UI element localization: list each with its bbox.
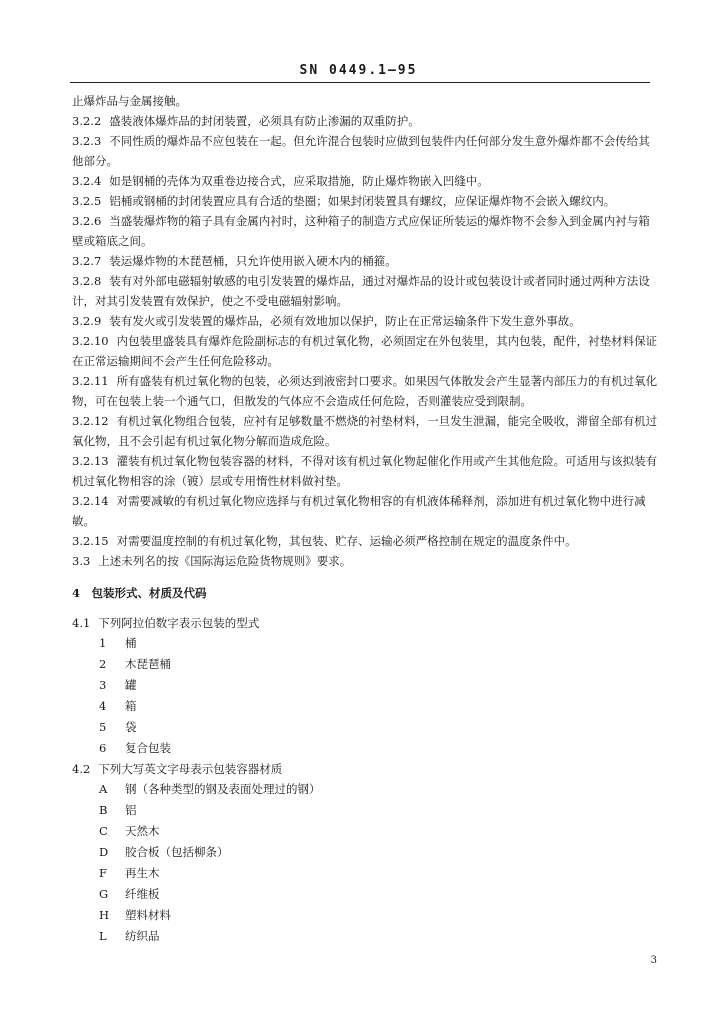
clause-paragraph xyxy=(72,111,660,131)
clause-text: 如是钢桶的壳体为双重卷边接合式，应采取措施，防止爆炸物嵌入凹缝中。 xyxy=(109,174,489,188)
item-label: 天然木 xyxy=(125,824,160,838)
item-label: 塑料材料 xyxy=(125,908,171,922)
clause-number: 3.2.5 xyxy=(72,194,102,208)
clause-text: 不同性质的爆炸品不应包装在一起。但允许混合包装时应做到包装件内任何部分发生意外爆炸都不会传给其他部分。 xyxy=(72,134,650,168)
item-code: 3 xyxy=(99,678,107,692)
list-item xyxy=(99,905,660,926)
clause-number: 3.2.6 xyxy=(72,214,102,228)
clause-text: 上述未列名的按《国际海运危险货物规则》要求。 xyxy=(98,554,352,568)
clause-number: 4.1 xyxy=(72,616,91,630)
item-code: F xyxy=(99,866,107,880)
list-item xyxy=(99,717,660,738)
clause-paragraph xyxy=(72,531,660,551)
item-code: G xyxy=(99,887,109,901)
item-code: B xyxy=(99,803,108,817)
clause-number: 3.2.4 xyxy=(72,174,102,188)
item-code: H xyxy=(99,908,110,922)
standard-number-header: SN 0449.1—95 xyxy=(299,63,418,78)
list-item xyxy=(99,779,660,800)
clause-number: 3.2.9 xyxy=(72,314,102,328)
clause-text: 有机过氧化物组合包装，应衬有足够数量不燃烧的衬垫材料，一旦发生泄漏，能完全吸收，滞留全部有机过氧化物，且不会引起有机过氧化物分解而造成危险。 xyxy=(72,414,658,448)
item-label: 纤维板 xyxy=(125,887,160,901)
clause-text: 装有发火或引发装置的爆炸品，必须有效地加以保护，防止在正常运输条件下发生意外事故。 xyxy=(109,314,581,328)
page-number: 3 xyxy=(650,955,657,966)
clause-text: 铝桶或钢桶的封闭装置应具有合适的垫圈；如果封闭装置具有螺纹，应保证爆炸物不会嵌入螺纹内。 xyxy=(109,194,616,208)
clause-paragraph xyxy=(72,171,660,191)
header-rule xyxy=(70,82,650,83)
item-label: 再生木 xyxy=(125,866,160,880)
clause-paragraph xyxy=(72,191,660,211)
clause-paragraph xyxy=(72,91,660,111)
clause-list xyxy=(72,91,660,571)
item-label: 罐 xyxy=(125,678,137,692)
item-code: 6 xyxy=(99,741,107,755)
clause-paragraph xyxy=(72,251,660,271)
clause-paragraph xyxy=(72,371,660,411)
list-item xyxy=(99,884,660,905)
clause-number: 3.2.11 xyxy=(72,374,109,388)
item-code: 1 xyxy=(99,636,107,650)
material-code-list xyxy=(72,779,660,947)
list-item xyxy=(99,654,660,675)
clause-paragraph xyxy=(72,131,660,171)
clause-paragraph xyxy=(72,411,660,451)
item-code: 4 xyxy=(99,699,107,713)
list-item xyxy=(99,863,660,884)
item-label: 箱 xyxy=(125,699,137,713)
clause-paragraph xyxy=(72,551,660,571)
clause-number: 3.2.14 xyxy=(72,494,109,508)
clause-text: 下列大写英文字母表示包装容器材质 xyxy=(98,762,283,776)
clause-text: 止爆炸品与金属接触。 xyxy=(72,94,187,108)
clause-paragraph xyxy=(72,311,660,331)
package-type-list xyxy=(72,633,660,759)
clause-text: 对需要减敏的有机过氧化物应选择与有机过氧化物相容的有机液体稀释剂，添加进有机过氧化物中进行减敏。 xyxy=(72,494,646,528)
item-code: L xyxy=(99,929,107,943)
clause-4-2 xyxy=(72,759,660,779)
item-label: 纺织品 xyxy=(125,929,160,943)
item-code: A xyxy=(99,782,108,796)
item-label: 复合包装 xyxy=(125,741,171,755)
clause-paragraph xyxy=(72,491,660,531)
clause-text: 装运爆炸物的木琵琶桶，只允许使用嵌入硬木内的桶箍。 xyxy=(109,254,397,268)
item-code: 2 xyxy=(99,657,107,671)
clause-text: 当盛装爆炸物的箱子具有金属内衬时，这种箱子的制造方式应保证所装运的爆炸物不会参入到金属内衬与箱壁或箱底之间。 xyxy=(72,214,650,248)
clause-number: 3.2.3 xyxy=(72,134,102,148)
list-item xyxy=(99,842,660,863)
clause-number: 3.3 xyxy=(72,554,91,568)
clause-text: 所有盛装有机过氧化物的包装，必须达到液密封口要求。如果因气体散发会产生显著内部压力的有机过氧化物，可在包装上装一个通气口，但散发的气体应不会造成任何危险，否则灌装应受到限制。 xyxy=(72,374,658,408)
item-label: 木琵琶桶 xyxy=(125,657,171,671)
clause-number: 3.2.7 xyxy=(72,254,102,268)
list-item xyxy=(99,738,660,759)
item-label: 钢（各种类型的钢及表面处理过的钢） xyxy=(125,782,321,796)
clause-number: 3.2.10 xyxy=(72,334,109,348)
list-item xyxy=(99,821,660,842)
clause-number: 3.2.8 xyxy=(72,274,102,288)
clause-number: 4.2 xyxy=(72,762,91,776)
clause-number: 3.2.15 xyxy=(72,534,109,548)
list-item xyxy=(99,633,660,654)
clause-text: 下列阿拉伯数字表示包装的型式 xyxy=(98,616,260,630)
clause-paragraph xyxy=(72,451,660,491)
clause-text: 内包装里盛装具有爆炸危险副标志的有机过氧化物，必须固定在外包装里，其内包装，配件，衬垫材料保证在正常运输期间不会产生任何危险移动。 xyxy=(72,334,658,368)
item-code: D xyxy=(99,845,109,859)
item-label: 袋 xyxy=(125,720,137,734)
item-label: 胶合板（包括柳条） xyxy=(125,845,229,859)
clause-text: 灌装有机过氧化物包装容器的材料，不得对该有机过氧化物起催化作用或产生其他危险。可适用与该拟装有机过氧化物相容的涂（镀）层或专用惰性材料做衬垫。 xyxy=(72,454,658,488)
clause-text: 盛装液体爆炸品的封闭装置，必须具有防止渗漏的双重防护。 xyxy=(109,114,420,128)
list-item xyxy=(99,800,660,821)
list-item xyxy=(99,926,660,947)
clause-number: 3.2.13 xyxy=(72,454,109,468)
clause-text: 装有对外部电磁辐射敏感的电引发装置的爆炸品，通过对爆炸品的设计或包装设计或者同时通过两种方法设计，对其引发装置有效保护，使之不受电磁辐射影响。 xyxy=(72,274,650,308)
clause-text: 对需要温度控制的有机过氧化物，其包装、贮存、运输必须严格控制在规定的温度条件中。 xyxy=(116,534,577,548)
item-code: C xyxy=(99,824,108,838)
clause-4-1 xyxy=(72,613,660,633)
clause-paragraph xyxy=(72,211,660,251)
item-label: 桶 xyxy=(125,636,137,650)
list-item xyxy=(99,696,660,717)
clause-number: 3.2.2 xyxy=(72,114,102,128)
clause-paragraph xyxy=(72,331,660,371)
clause-number: 3.2.12 xyxy=(72,414,109,428)
item-code: 5 xyxy=(99,720,107,734)
clause-paragraph xyxy=(72,271,660,311)
list-item xyxy=(99,675,660,696)
document-body xyxy=(72,91,660,947)
section-4-heading: 4 包装形式、材质及代码 xyxy=(72,586,207,600)
item-label: 铝 xyxy=(125,803,137,817)
